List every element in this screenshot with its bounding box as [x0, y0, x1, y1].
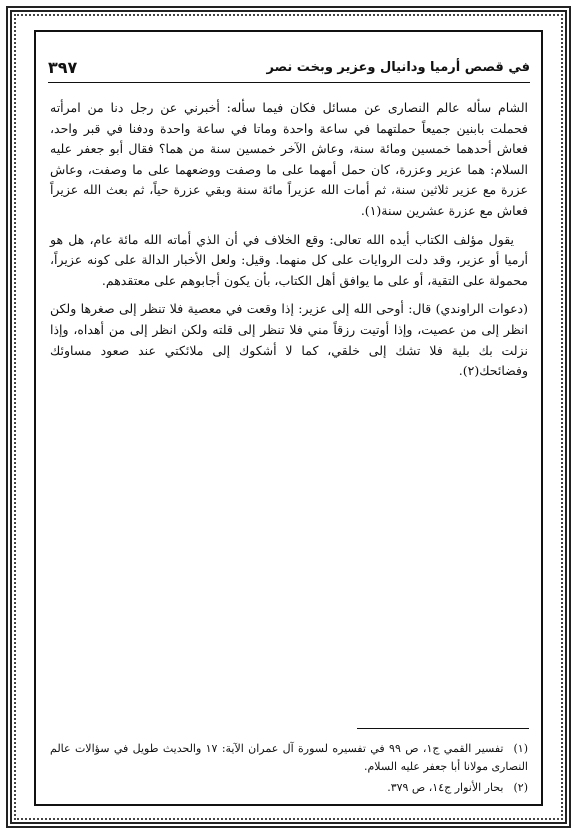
- footnote-divider: [357, 728, 529, 729]
- footnotes: [50, 740, 528, 800]
- header-divider: [48, 82, 530, 83]
- chapter-title: في قصص أرميا ودانيال وعزير وبخت نصر: [266, 60, 530, 75]
- page-number: ٣٩٧: [48, 58, 78, 77]
- main-text: [50, 98, 528, 390]
- footnote-text: بحار الأنوار ج١٤، ص ٣٧٩.: [387, 781, 504, 794]
- paragraph: الشام سأله عالم النصارى عن مسائل فكان فيما سأله: أخبرني عن رجل دنا من امرأته فحملت بابنين جميعاً حملتهما في ساعة واحدة وماتا في ساعة واحدة ودفنا في قبر واحد، فعاش أحدهما خمسين ومائة سنة، وعاش الآخر خمسين سنة من هما؟ فقال أبو جعفر عليه السلام: هما عزير وعزرة، كان حمل أمهما على ما وصفت ووضعهما على ما وصفت، وعاش عزرة مع عزير ثلاثين سنة، ثم أمات الله عزيراً مائة سنة وبقي عزرة حياً، ثم بعث الله عزيراً فعاش مع عزرة عشرين سنة(١).: [50, 100, 528, 218]
- footnote: [50, 779, 528, 797]
- paragraph: (دعوات الراوندي) قال: أوحى الله إلى عزير: إذا وقعت في معصية فلا تنظر إلى صغرها ولكن انظر إلى من عصيت، وإذا أوتيت رزقاً مني فلا تنظر إلى قلته ولكن انظر إلى من أهداه، وإذا نزلت بك بلية فلا تشك إلى خلقي، كما لا أشكوك إلى ملائكتي عند صعود مساوئك وفضائحك(٢).: [50, 301, 528, 379]
- running-header: [48, 58, 530, 80]
- footnote-text: تفسير القمي ج١، ص ٩٩ في تفسيره لسورة آل عمران الآية: ١٧ والحديث طويل في سؤالات عالم النصارى مولانا أبا جعفر عليه السلام.: [50, 742, 528, 773]
- footnote: [50, 740, 528, 776]
- paragraph: يقول مؤلف الكتاب أيده الله تعالى: وقع الخلاف في أن الذي أماته الله مائة عام، هل هو أرميا أو عزير، وقد دلت الروايات على كل منهما. وقيل: ولعل الأخبار الدالة على كونه عزيراً، محمولة على التقية، أو على ما يوافق أهل الكتاب، بأن يكون أجابوهم على معتقدهم.: [50, 231, 528, 288]
- footnote-marker: (٢): [513, 781, 528, 794]
- footnote-marker: (١): [513, 742, 529, 755]
